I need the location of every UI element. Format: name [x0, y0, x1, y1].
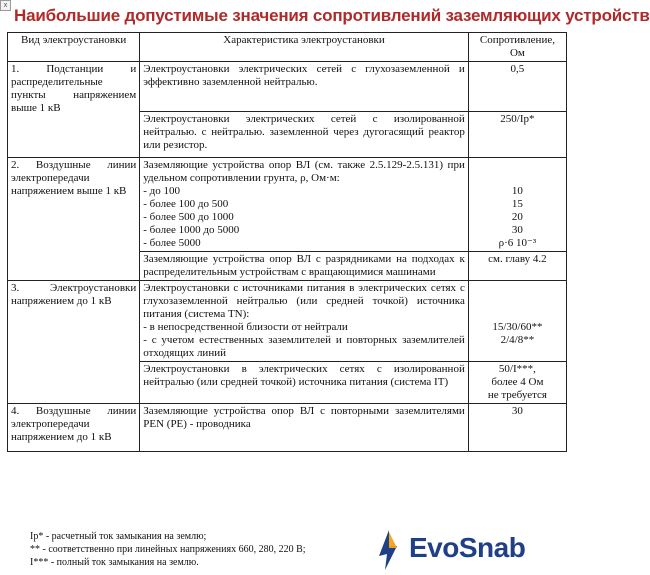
row2-item-labels — [143, 185, 465, 250]
row3-a-text: Электроустановки с источниками питания в электрических сетях с глухозаземленной нейтралью (или средней точкой) источника питания (система TN): — [143, 282, 465, 320]
row1-a-value: 0,5 — [468, 62, 566, 112]
footnote: Iр* - расчетный ток замыкания на землю; — [30, 531, 207, 542]
list-item: - более 500 до 1000 — [143, 211, 234, 223]
row3-a-values — [468, 281, 566, 362]
page-title: Наибольшие допустимые значения сопротивлений заземляющих устройств — [14, 6, 650, 25]
list-item: - более 5000 — [143, 237, 201, 249]
row3-b-values — [468, 362, 566, 404]
row3-b-value2: более 4 Ом — [491, 376, 544, 388]
row3-b-value1: 50/I***, — [498, 363, 536, 375]
row2-a-cell — [140, 158, 469, 252]
row2-a-values — [468, 158, 566, 252]
row4-value: 30 — [468, 404, 566, 452]
row3-b-text: Электроустановки в электрических сетях с изолированной нейтралью (или средней точкой) источника питания (система IT) — [140, 362, 469, 404]
footnote: I*** - полный ток замыкания на землю. — [30, 557, 199, 568]
table-row — [8, 158, 567, 252]
row2-type: 2. Воздушные линии электропередачи напряжением выше 1 кВ — [8, 158, 140, 281]
header-characteristic: Характеристика электроустановки — [140, 33, 469, 62]
table-row — [8, 281, 567, 362]
lightning-bolt-icon — [375, 526, 403, 572]
row4-text: Заземляющие устройства опор ВЛ с повторными заземлителями PEN (PE) - проводника — [140, 404, 469, 452]
header-type: Вид электроустановки — [8, 33, 140, 62]
row3-b-value3: не требуется — [487, 389, 547, 401]
row3-a-item2: - с учетом естественных заземлителей и повторных заземлителей отходящих линий — [143, 334, 465, 359]
row1-a-text: Электроустановки электрических сетей с глухозаземленной и эффективно заземленной нейтралью. — [140, 62, 469, 112]
table-row — [8, 62, 567, 112]
row3-a-item1: - в непосредственной близости от нейтрали — [143, 321, 348, 333]
broken-image-icon: x — [0, 0, 11, 11]
list-item: - более 1000 до 5000 — [143, 224, 240, 236]
row2-a-text: Заземляющие устройства опор ВЛ (см. также 2.5.129-2.5.131) при удельном сопротивлении грунта, ρ, Ом·м: — [143, 159, 465, 184]
row1-b-text: Электроустановки электрических сетей с изолированной нейтралью. с нейтралью. заземленной через дугогасящий реактор или резистор. — [140, 112, 469, 158]
list-item-value: ρ·6 10⁻³ — [498, 237, 537, 249]
logo-text: EvoSnab — [409, 532, 526, 563]
row2-b-text: Заземляющие устройства опор ВЛ с разрядниками на подходах к распределительным устройствам с вращающимися машинами — [140, 252, 469, 281]
evosnab-logo — [375, 526, 565, 572]
header-resistance-line1: Сопротивление, — [479, 34, 555, 46]
list-item: - более 100 до 500 — [143, 198, 229, 210]
row3-type: 3. Электроустановки напряжением до 1 кВ — [8, 281, 140, 404]
row1-type: 1. Подстанции и распределительные пункты напряжением выше 1 кВ — [8, 62, 140, 158]
row4-type: 4. Воздушные линии электропередачи напряжением до 1 кВ — [8, 404, 140, 452]
resistance-table — [7, 32, 567, 452]
footnotes — [30, 530, 306, 569]
list-item: - до 100 — [143, 185, 181, 197]
footnote: ** - соответственно при линейных напряжениях 660, 280, 220 В; — [30, 544, 306, 555]
list-item-value: 15 — [511, 198, 523, 210]
table-row — [8, 404, 567, 452]
list-item-value: 20 — [511, 211, 523, 223]
row3-a-cell — [140, 281, 469, 362]
row2-b-value: см. главу 4.2 — [468, 252, 566, 281]
list-item-value: 30 — [511, 224, 523, 236]
header-resistance — [468, 33, 566, 62]
table-header-row — [8, 33, 567, 62]
list-item-value: 10 — [511, 185, 523, 197]
header-resistance-line2: Ом — [509, 47, 525, 59]
row3-a-value2: 2/4/8** — [500, 334, 535, 346]
row3-a-value1: 15/30/60** — [492, 321, 543, 333]
row1-b-value: 250/Iр* — [468, 112, 566, 158]
